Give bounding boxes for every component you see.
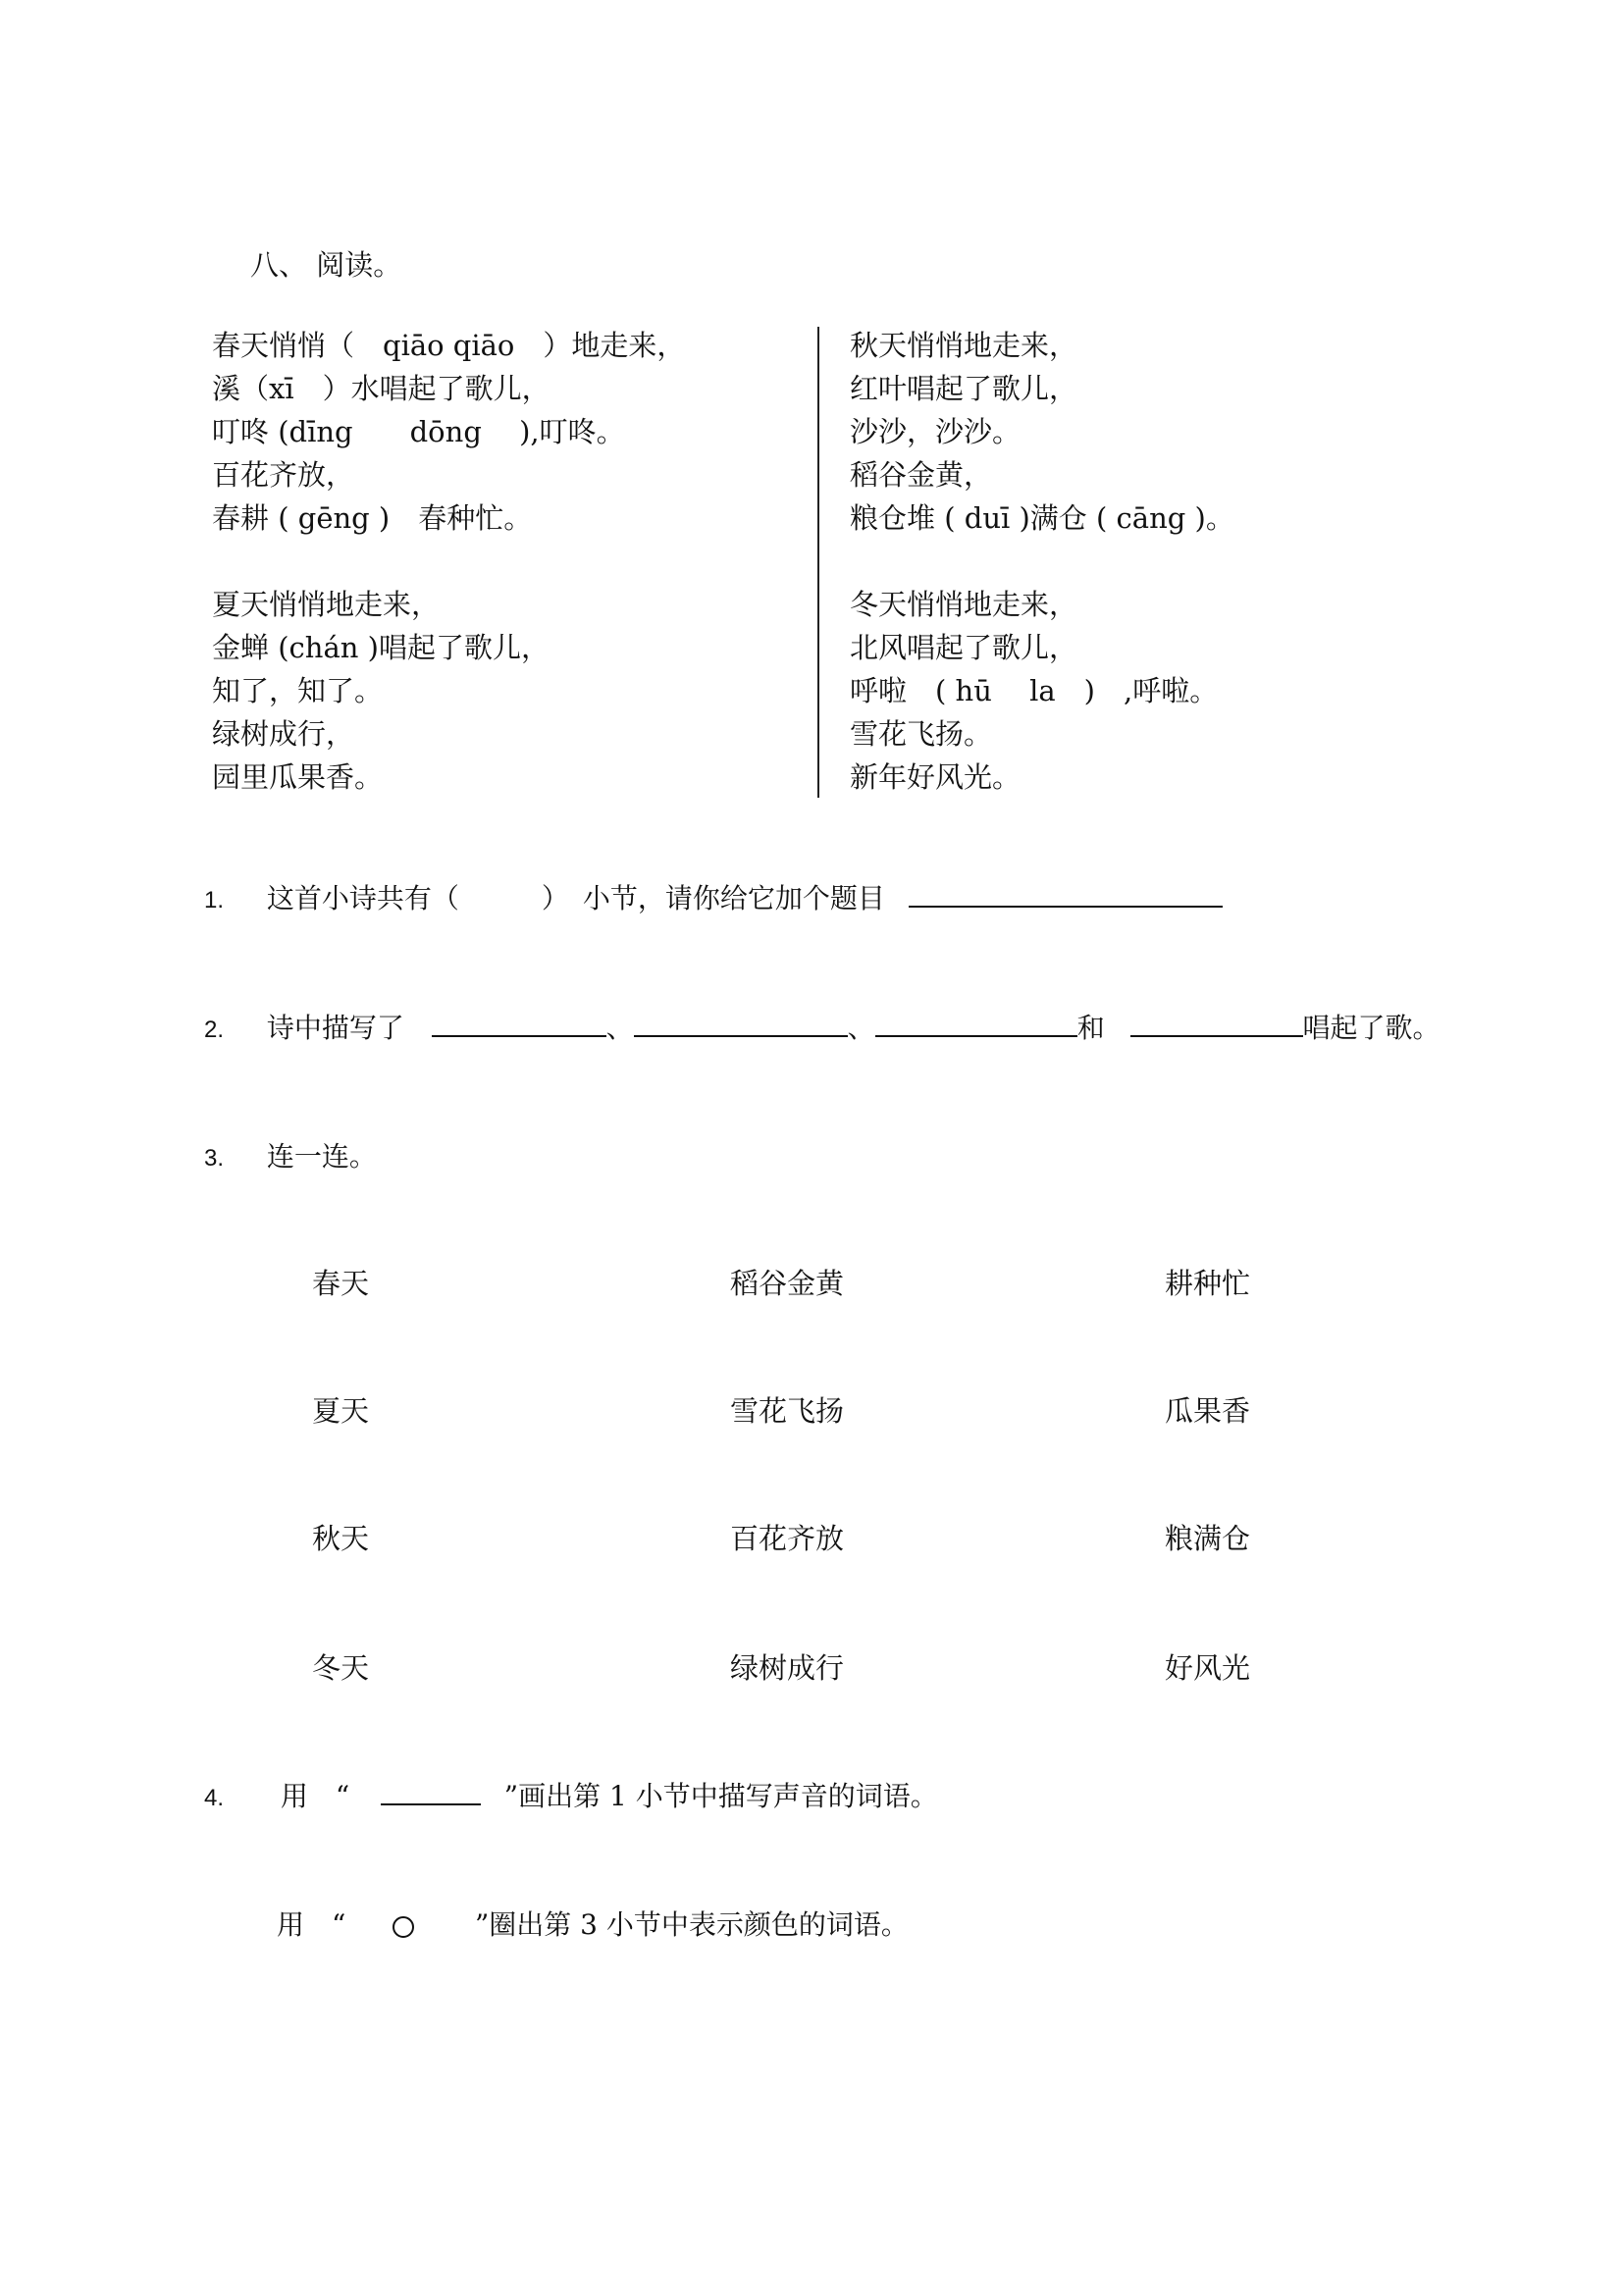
column-divider xyxy=(817,327,819,798)
question-2 xyxy=(204,1006,1441,1046)
poem-left-column xyxy=(212,324,685,842)
poem-line: 粮仓堆 ( duī )满仓 ( cāng )。 xyxy=(850,501,1234,535)
question-number: 3. xyxy=(204,1145,225,1172)
answer-blank-title[interactable] xyxy=(909,876,1223,908)
question-text: ”画出第 1 小节中描写声音的词语。 xyxy=(503,1780,938,1812)
poem-line: 新年好风光。 xyxy=(850,760,1022,794)
question-text: 诗中描写了 xyxy=(266,1012,404,1044)
match-scene[interactable]: 百花齐放 xyxy=(730,1522,845,1555)
question-text: 用 “ xyxy=(280,1780,350,1812)
answer-blank-4[interactable] xyxy=(1130,1006,1303,1037)
match-season[interactable]: 秋天 xyxy=(312,1522,370,1555)
poem-stanza-winter xyxy=(850,583,1234,799)
poem-line: 绿树成行， xyxy=(212,717,355,751)
match-season[interactable]: 冬天 xyxy=(312,1651,370,1685)
poem-line: 叮咚 (dīng dōng ),叮咚。 xyxy=(212,415,625,448)
circle-symbol-icon xyxy=(393,1916,414,1938)
question-4-line-1 xyxy=(204,1774,938,1814)
poem-line: 秋天悄悄地走来， xyxy=(850,329,1078,362)
poem-stanza-autumn xyxy=(850,324,1234,540)
question-text: 连一连。 xyxy=(266,1140,377,1173)
match-scene[interactable]: 绿树成行 xyxy=(730,1651,845,1685)
poem-stanza-spring xyxy=(212,324,685,540)
match-season[interactable]: 夏天 xyxy=(312,1394,370,1428)
separator: 、 xyxy=(605,1012,634,1044)
question-text: ”圈出第 3 小节中表示颜色的词语。 xyxy=(474,1908,909,1941)
answer-blank-3[interactable] xyxy=(875,1006,1077,1037)
question-number: 2. xyxy=(204,1017,225,1043)
match-scene[interactable]: 稻谷金黄 xyxy=(730,1267,845,1300)
poem-right-column xyxy=(850,324,1234,842)
question-number: 1. xyxy=(204,887,225,913)
poem-line: 冬天悄悄地走来， xyxy=(850,588,1078,621)
and-text: 和 xyxy=(1076,1012,1105,1044)
poem-line: 园里瓜果香。 xyxy=(212,760,384,794)
question-text: 这首小诗共有（ ） 小节，请你给它加个题目 xyxy=(266,882,885,914)
question-3 xyxy=(204,1135,377,1174)
match-scene[interactable]: 雪花飞扬 xyxy=(730,1394,845,1428)
question-1 xyxy=(204,876,1223,916)
poem-line: 金蝉 (chán )唱起了歌儿， xyxy=(212,631,550,664)
underline-symbol xyxy=(381,1774,481,1805)
match-result[interactable]: 好风光 xyxy=(1165,1651,1251,1685)
poem-line: 沙沙，沙沙。 xyxy=(850,415,1022,448)
poem-line: 呼啦 ( hū la ) ,呼啦。 xyxy=(850,674,1219,707)
section-title: 八、 阅读。 xyxy=(250,248,402,282)
question-4-line-2 xyxy=(277,1904,909,1943)
answer-blank-1[interactable] xyxy=(432,1006,606,1037)
answer-blank-2[interactable] xyxy=(634,1006,848,1037)
poem-line: 百花齐放， xyxy=(212,458,355,492)
question-number: 4. xyxy=(204,1785,225,1811)
match-result[interactable]: 瓜果香 xyxy=(1165,1394,1251,1428)
match-season[interactable]: 春天 xyxy=(312,1267,370,1300)
poem-line: 夏天悄悄地走来， xyxy=(212,588,441,621)
poem-line: 春天悄悄（ qiāo qiāo ）地走来， xyxy=(212,329,686,362)
poem-line: 雪花飞扬。 xyxy=(850,717,993,751)
poem-line: 红叶唱起了歌儿， xyxy=(850,372,1078,405)
poem-line: 知了，知了。 xyxy=(212,674,384,707)
poem-line: 北风唱起了歌儿， xyxy=(850,631,1078,664)
poem-stanza-summer xyxy=(212,583,685,799)
question-text-end: 唱起了歌。 xyxy=(1302,1012,1441,1044)
question-text: 用 “ xyxy=(277,1908,346,1941)
poem-line: 溪（xī ）水唱起了歌儿， xyxy=(212,372,550,405)
match-result[interactable]: 粮满仓 xyxy=(1165,1522,1251,1555)
poem-line: 稻谷金黄， xyxy=(850,458,993,492)
match-result[interactable]: 耕种忙 xyxy=(1165,1267,1251,1300)
separator: 、 xyxy=(847,1012,875,1044)
poem-line: 春耕 ( gēng ) 春种忙。 xyxy=(212,501,533,535)
